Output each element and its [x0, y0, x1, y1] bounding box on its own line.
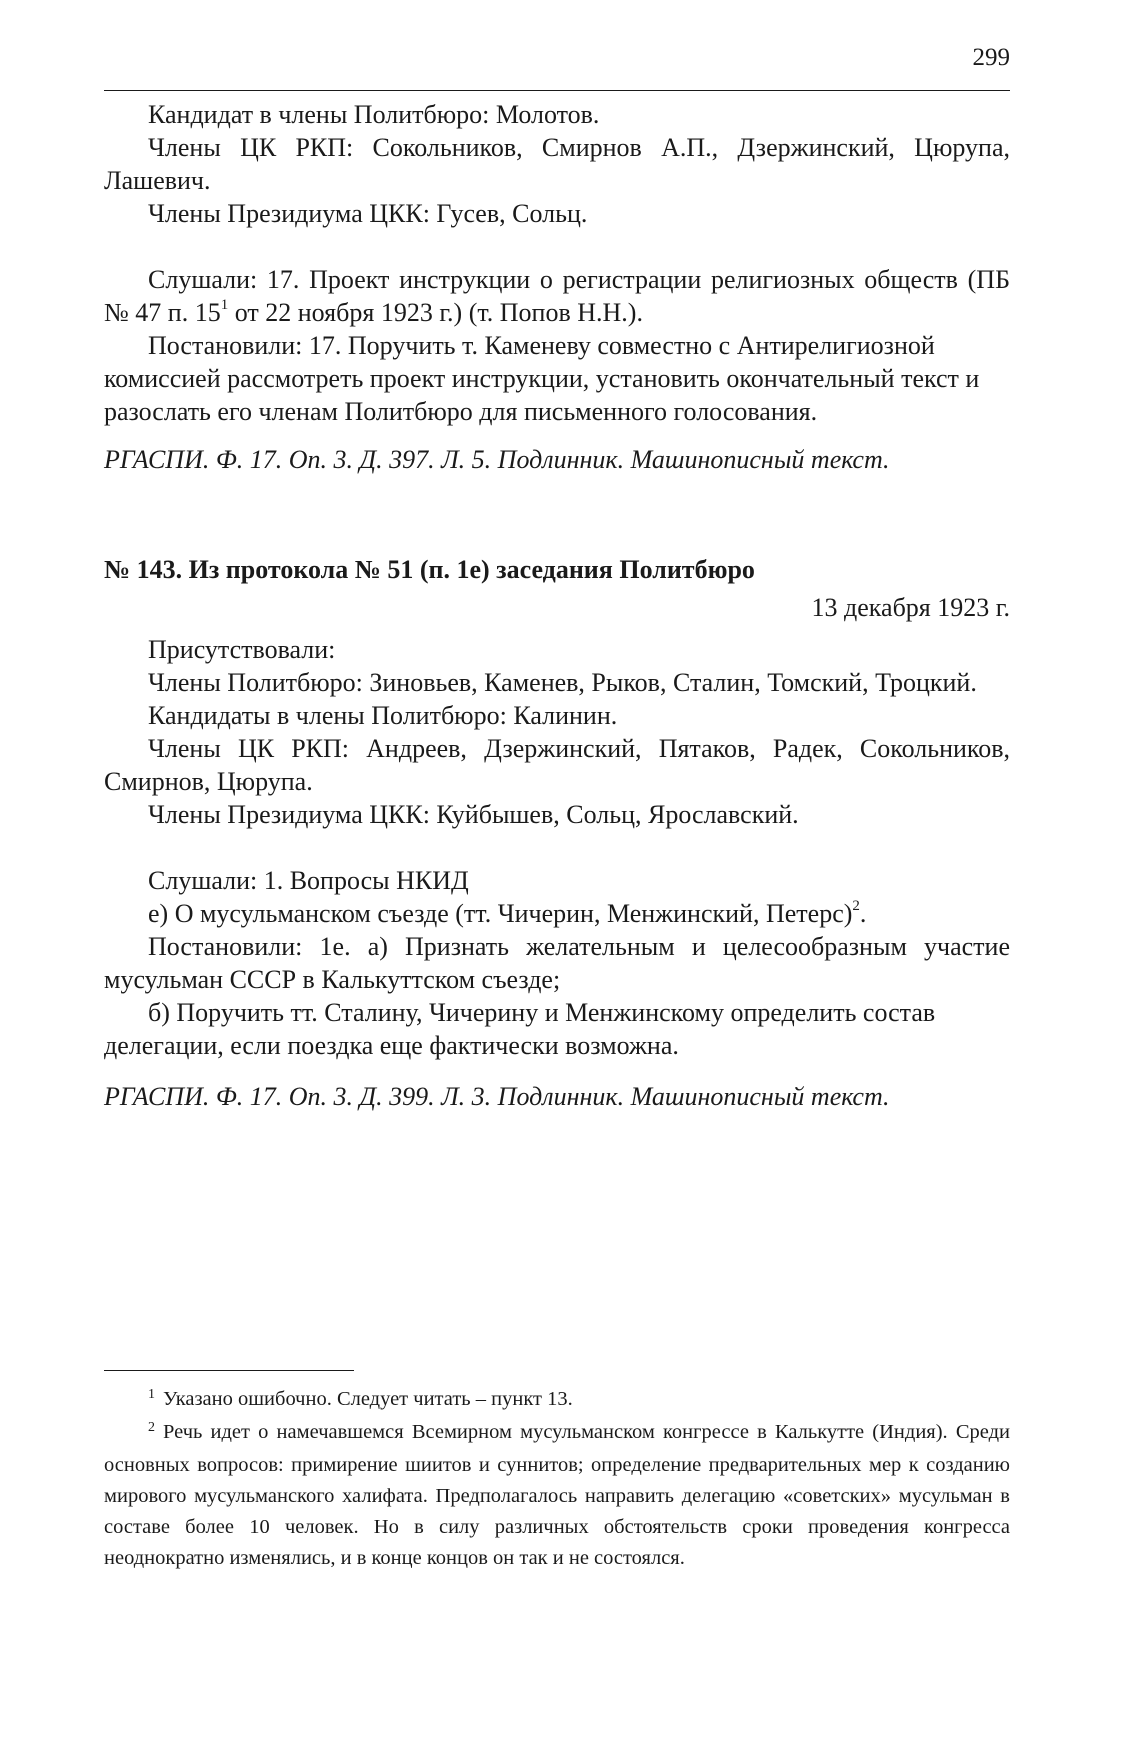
footnote-rule: [104, 1370, 354, 1371]
footnote-mark: 1: [148, 1387, 155, 1402]
politburo-candidates: Кандидаты в члены Политбюро: Калинин.: [148, 701, 618, 730]
footnote-text: Речь идет о намечавшемся Всемирном мусульманском конгрессе в Калькутте (Индия). Среди основных вопросов: примирение шиитов и суннитов; определение предварительных мер к созданию мирового мусульманского халифата. Предполагалось направить делегацию «советских» мусульман в составе более 10 человек. Но в силу различных обстоятельств сроки проведения конгресса неоднократно изменялись, и в конце концов он так и не состоялся.: [104, 1421, 1010, 1569]
footnotes: [104, 1384, 1010, 1574]
heard-paragraph: [104, 263, 1010, 329]
cc-members: Члены ЦК РКП: Андреев, Дзержинский, Пятаков, Радек, Сокольников, Смирнов, Цюрупа.: [104, 734, 1010, 796]
resolved-b: б) Поручить тт. Сталину, Чичерину и Менжинскому определить состав делегации, если поездка еще фактически возможна.: [104, 998, 936, 1060]
spacer: [104, 230, 1010, 263]
document-title: № 143. Из протокола № 51 (п. 1е) заседания Политбюро: [104, 555, 755, 584]
footnote-1: [104, 1384, 1010, 1417]
subitem-e-text: е) О мусульманском съезде (тт. Чичерин, Менжинский, Петерс): [148, 899, 853, 928]
spacer: [104, 831, 1010, 864]
spacer: [104, 428, 1010, 443]
heard-text-before: Слушали: 17. Проект инструкции о регистрации религиозных обществ (ПБ № 47 п. 15: [104, 265, 1010, 327]
heard-text-after: от 22 ноября 1923 г.) (т. Попов Н.Н.).: [228, 298, 643, 327]
heard-subitem-e: [104, 897, 1010, 930]
attendance-line-cc-members: Члены ЦК РКП: Сокольников, Смирнов А.П., Дзержинский, Цюрупа, Лашевич.: [104, 133, 1010, 195]
header-rule: [104, 90, 1010, 91]
footnote-text: Указано ошибочно. Следует читать – пункт 13.: [163, 1388, 573, 1410]
archive-source-reference: РГАСПИ. Ф. 17. Оп. 3. Д. 397. Л. 5. Подлинник. Машинописный текст.: [104, 445, 890, 474]
attendance-line-candidates: Кандидат в члены Политбюро: Молотов.: [148, 100, 600, 129]
attendance-line-ccc-members: Члены Президиума ЦКК: Гусев, Сольц.: [148, 199, 588, 228]
present-label: Присутствовали:: [148, 635, 336, 664]
ccc-presidium-members: Члены Президиума ЦКК: Куйбышев, Сольц, Ярославский.: [148, 800, 799, 829]
politburo-members: Члены Политбюро: Зиновьев, Каменев, Рыков, Сталин, Томский, Троцкий.: [148, 668, 977, 697]
footnote-ref-1: 1: [220, 297, 229, 314]
document-date: 13 декабря 1923 г.: [811, 593, 1010, 622]
resolved-paragraph: Постановили: 17. Поручить т. Каменеву совместно с Антирелигиозной комиссией рассмотреть проект инструкции, установить окончательный текст и разослать его членам Политбюро для письменного голосования.: [104, 331, 980, 426]
footnote-mark: 2: [148, 1420, 155, 1435]
document-body: [104, 633, 1010, 1113]
heard-item: Слушали: 1. Вопросы НКИД: [148, 866, 469, 895]
previous-protocol-section: [104, 98, 1010, 476]
resolved-a: Постановили: 1е. а) Признать желательным и целесообразным участие мусульман СССР в Калькуттском съезде;: [104, 932, 1010, 994]
spacer: [104, 1062, 1010, 1080]
page-number: 299: [972, 44, 1010, 71]
footnote-2: [104, 1417, 1010, 1574]
footnote-ref-2: 2: [852, 898, 860, 915]
subitem-e-end: .: [859, 899, 867, 928]
archive-source-reference: РГАСПИ. Ф. 17. Оп. 3. Д. 399. Л. 3. Подлинник. Машинописный текст.: [104, 1082, 890, 1111]
